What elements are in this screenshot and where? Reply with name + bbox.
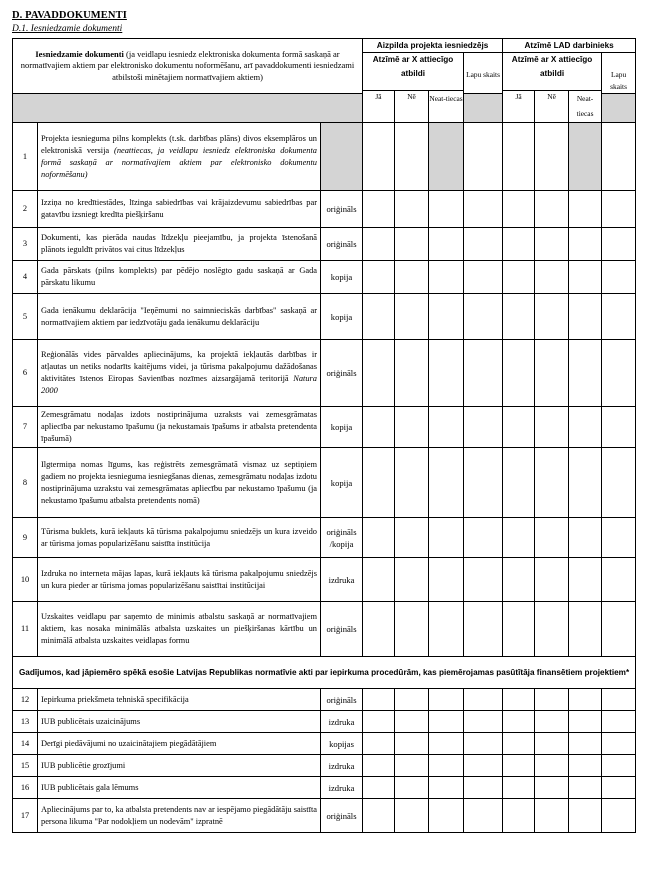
row-description-text: Gada pārskats (pilns komplekts) par pēdējo noslēgto gadu saskaņā ar Gada pārskatu likumu — [41, 266, 317, 287]
lad-no-cell[interactable] — [535, 228, 569, 261]
applicant-no-cell[interactable] — [395, 602, 429, 657]
lad-na-cell[interactable] — [569, 294, 602, 340]
applicant-na-cell[interactable] — [429, 191, 464, 228]
lad-yes-cell[interactable] — [503, 191, 535, 228]
lad-no-header: Nē — [535, 91, 569, 123]
lad-yes-cell[interactable] — [503, 777, 535, 799]
applicant-na-cell[interactable] — [429, 407, 464, 448]
applicant-yes-cell[interactable] — [363, 689, 395, 711]
row-document-type: izdruka — [321, 755, 363, 777]
table-row — [13, 733, 636, 755]
applicant-yes-cell[interactable] — [363, 711, 395, 733]
applicant-pages-cell[interactable] — [464, 689, 503, 711]
row-document-type: kopija — [321, 407, 363, 448]
row-document-type: kopija — [321, 448, 363, 518]
lad-na-cell[interactable] — [569, 689, 602, 711]
row-number: 4 — [13, 261, 38, 294]
lad-no-cell[interactable] — [535, 733, 569, 755]
applicant-no-header: Nē — [395, 91, 429, 123]
lad-mark-x-header: Atzīmē ar X attiecīgo atbildi — [503, 53, 602, 91]
lad-no-cell[interactable] — [535, 261, 569, 294]
row-document-type: oriģināls — [321, 689, 363, 711]
row-description-text: Projekta iesnieguma pilns komplekts (t.sk. darbības plāns) divos eksemplāros un elektroniskā versija — [41, 133, 317, 155]
applicant-no-cell[interactable] — [395, 518, 429, 558]
lad-pages-cell[interactable] — [602, 602, 636, 657]
row-number: 10 — [13, 558, 38, 602]
row-description — [38, 340, 321, 407]
lad-pages-cell[interactable] — [602, 228, 636, 261]
row-number: 13 — [13, 711, 38, 733]
applicant-na-cell[interactable] — [429, 777, 464, 799]
row-description — [38, 558, 321, 602]
row-document-type: oriģināls — [321, 191, 363, 228]
row-document-type: oriģināls /kopija — [321, 518, 363, 558]
lad-pages-cell[interactable] — [602, 407, 636, 448]
row-document-type: oriģināls — [321, 799, 363, 833]
table-row — [13, 228, 636, 261]
table-row — [13, 777, 636, 799]
applicant-pages-header: Lapu skaits — [464, 53, 503, 94]
lad-yes-cell[interactable] — [503, 448, 535, 518]
applicant-na-header: Neat-tiecas — [429, 91, 464, 123]
table-row — [13, 755, 636, 777]
applicant-pages-cell[interactable] — [464, 755, 503, 777]
lad-yes-cell[interactable] — [503, 294, 535, 340]
applicant-no-cell[interactable] — [395, 340, 429, 407]
row-document-type — [321, 123, 363, 191]
lad-yes-header: Jā — [503, 91, 535, 123]
lad-no-cell[interactable] — [535, 689, 569, 711]
applicant-yes-cell[interactable] — [363, 755, 395, 777]
row-description-text: Reģionālās vides pārvaldes apliecinājums, ka projektā iekļautās darbības ir atļautas un netiks nodarīts kaitējums videi, ja tūrisma pakalpojumu dažādošanas aktivitātes īstenos Eiropas Savienības nozīmes aizsargājamā teritorijā — [41, 350, 317, 383]
row-number: 6 — [13, 340, 38, 407]
lad-yes-cell[interactable] — [503, 228, 535, 261]
table-row — [13, 123, 636, 191]
row-document-type: izdruka — [321, 711, 363, 733]
applicant-pages-cell[interactable] — [464, 558, 503, 602]
procurement-note: Gadījumos, kad jāpiemēro spēkā esošie Latvijas Republikas normatīvie akti par iepirkuma procedūrām, kas piemērojamas pasūtītāja finansētiem projektiem* — [13, 657, 636, 689]
header-description-bold: Iesniedzamie dokumenti — [35, 48, 124, 59]
documents-table — [12, 38, 636, 833]
applicant-no-cell[interactable] — [395, 261, 429, 294]
row-number: 17 — [13, 799, 38, 833]
lad-yes-cell[interactable] — [503, 340, 535, 407]
row-description — [38, 294, 321, 340]
lad-na-cell[interactable] — [569, 340, 602, 407]
applicant-na-cell[interactable] — [429, 799, 464, 833]
applicant-pages-cell[interactable] — [464, 602, 503, 657]
lad-no-cell[interactable] — [535, 777, 569, 799]
lad-pages-cell[interactable] — [602, 558, 636, 602]
lad-na-cell[interactable] — [569, 261, 602, 294]
row-description — [38, 518, 321, 558]
applicant-no-cell[interactable] — [395, 777, 429, 799]
applicant-yes-cell[interactable] — [363, 123, 395, 191]
applicant-pages-cell[interactable] — [464, 123, 503, 191]
row-number: 14 — [13, 733, 38, 755]
lad-pages-cell[interactable] — [602, 733, 636, 755]
lad-yes-cell[interactable] — [503, 407, 535, 448]
applicant-no-cell[interactable] — [395, 689, 429, 711]
row-description: IUB publicētais uzaicinājums — [38, 711, 321, 733]
applicant-yes-cell[interactable] — [363, 448, 395, 518]
applicant-pages-cell[interactable] — [464, 448, 503, 518]
applicant-pages-cell[interactable] — [464, 518, 503, 558]
row-document-type: izdruka — [321, 558, 363, 602]
header-description-rest: (ja veidlapu iesniedz elektroniska dokumenta formā saskaņā ar normatīvajiem aktiem par elektronisko dokumentu noformēšanu, arī pavaddokumenti iesniedzami atbilstoši minētajiem normatīvajiem aktiem) — [20, 48, 355, 82]
row-number: 3 — [13, 228, 38, 261]
procurement-note-row — [13, 657, 636, 689]
lad-no-cell[interactable] — [535, 558, 569, 602]
applicant-yes-cell[interactable] — [363, 191, 395, 228]
lad-na-cell — [569, 123, 602, 191]
table-row — [13, 407, 636, 448]
lad-na-cell[interactable] — [569, 602, 602, 657]
applicant-na-cell[interactable] — [429, 558, 464, 602]
lad-yes-cell[interactable] — [503, 711, 535, 733]
applicant-na-cell — [429, 123, 464, 191]
row-number: 8 — [13, 448, 38, 518]
header-shaded-strip — [13, 94, 363, 123]
lad-na-cell[interactable] — [569, 777, 602, 799]
lad-yes-cell[interactable] — [503, 558, 535, 602]
row-description-text: Izdruka no interneta mājas lapas, kurā iekļauts kā tūrisma pakalpojumu sniedzējs un kura pieder ar tūrisma jomas popularizēšanu saistītai institūcijai — [41, 568, 317, 590]
applicant-pages-cell[interactable] — [464, 294, 503, 340]
applicant-yes-cell[interactable] — [363, 799, 395, 833]
lad-pages-cell[interactable] — [602, 799, 636, 833]
lad-pages-shaded — [602, 94, 636, 123]
row-description-text: Dokumenti, kas pierāda naudas līdzekļu pieejamību, ja projekta īstenošanā plānots ieguldīt privātos vai citus līdzekļus — [41, 233, 317, 254]
applicant-no-cell[interactable] — [395, 294, 429, 340]
row-description-italic: Natura 2000 — [41, 374, 317, 395]
applicant-pages-cell[interactable] — [464, 799, 503, 833]
row-number: 2 — [13, 191, 38, 228]
row-number: 12 — [13, 689, 38, 711]
row-description-text: Gada ienākumu deklarācija "Ieņēmumi no saimnieciskās darbības" saskaņā ar normatīvajiem aktiem par iedzīvotāju gada ienākumu deklarāciju — [41, 305, 317, 327]
lad-pages-cell[interactable] — [602, 448, 636, 518]
lad-na-header: Neat-tiecas — [569, 91, 602, 123]
applicant-no-cell[interactable] — [395, 733, 429, 755]
lad-na-cell[interactable] — [569, 407, 602, 448]
applicant-yes-cell[interactable] — [363, 558, 395, 602]
lad-na-cell[interactable] — [569, 558, 602, 602]
lad-no-cell[interactable] — [535, 711, 569, 733]
row-description: Iepirkuma priekšmeta tehniskā specifikācija — [38, 689, 321, 711]
applicant-no-cell[interactable] — [395, 407, 429, 448]
lad-na-cell[interactable] — [569, 518, 602, 558]
lad-yes-cell[interactable] — [503, 602, 535, 657]
applicant-yes-cell[interactable] — [363, 602, 395, 657]
table-row — [13, 191, 636, 228]
lad-no-cell[interactable] — [535, 448, 569, 518]
lad-no-cell[interactable] — [535, 340, 569, 407]
row-number: 7 — [13, 407, 38, 448]
applicant-yes-cell[interactable] — [363, 228, 395, 261]
applicant-pages-cell[interactable] — [464, 340, 503, 407]
applicant-na-cell[interactable] — [429, 448, 464, 518]
applicant-na-cell[interactable] — [429, 689, 464, 711]
row-document-type: kopijas — [321, 733, 363, 755]
header-description — [13, 39, 363, 94]
row-document-type: oriģināls — [321, 228, 363, 261]
applicant-na-cell[interactable] — [429, 294, 464, 340]
lad-no-cell[interactable] — [535, 755, 569, 777]
table-row — [13, 294, 636, 340]
row-document-type: kopija — [321, 294, 363, 340]
applicant-yes-cell[interactable] — [363, 340, 395, 407]
applicant-yes-cell[interactable] — [363, 407, 395, 448]
lad-no-cell[interactable] — [535, 407, 569, 448]
applicant-pages-cell[interactable] — [464, 191, 503, 228]
lad-pages-cell[interactable] — [602, 777, 636, 799]
lad-yes-cell[interactable] — [503, 689, 535, 711]
lad-no-cell[interactable] — [535, 799, 569, 833]
table-row — [13, 448, 636, 518]
table-row — [13, 602, 636, 657]
lad-group-header: Atzīmē LAD darbinieks — [503, 39, 636, 53]
applicant-na-cell[interactable] — [429, 602, 464, 657]
lad-na-cell[interactable] — [569, 711, 602, 733]
applicant-na-cell[interactable] — [429, 733, 464, 755]
section-title: D. PAVADDOKUMENTI — [12, 10, 127, 21]
applicant-yes-cell[interactable] — [363, 294, 395, 340]
applicant-mark-x-header: Atzīmē ar X attiecīgo atbildi — [363, 53, 464, 91]
table-row — [13, 518, 636, 558]
lad-yes-cell[interactable] — [503, 755, 535, 777]
row-document-type: kopija — [321, 261, 363, 294]
lad-yes-cell[interactable] — [503, 123, 535, 191]
row-number: 5 — [13, 294, 38, 340]
lad-na-cell[interactable] — [569, 733, 602, 755]
lad-pages-header: Lapu skaits — [602, 53, 636, 94]
lad-pages-cell[interactable] — [602, 518, 636, 558]
lad-no-cell[interactable] — [535, 518, 569, 558]
table-row — [13, 689, 636, 711]
lad-no-cell[interactable] — [535, 123, 569, 191]
applicant-na-cell[interactable] — [429, 261, 464, 294]
table-row — [13, 261, 636, 294]
row-description — [38, 407, 321, 448]
lad-no-cell[interactable] — [535, 602, 569, 657]
subsection-title: D.1. Iesniedzamie dokumenti — [12, 24, 123, 34]
applicant-yes-cell[interactable] — [363, 777, 395, 799]
lad-na-cell[interactable] — [569, 191, 602, 228]
row-description: Apliecinājums par to, ka atbalsta pretendents nav ar iespējamo piegādātāju saistīta persona likuma "Par nodokļiem un nodevām" izpratnē — [38, 799, 321, 833]
lad-pages-cell[interactable] — [602, 755, 636, 777]
applicant-pages-cell[interactable] — [464, 777, 503, 799]
lad-na-cell[interactable] — [569, 755, 602, 777]
row-number: 16 — [13, 777, 38, 799]
row-description-text: Izziņa no kredītiestādes, līzinga sabiedrības vai krājaizdevumu sabiedrības par gatavību izsniegt kredīta piešķiršanu — [41, 198, 317, 219]
applicant-na-cell[interactable] — [429, 228, 464, 261]
row-number: 1 — [13, 123, 38, 191]
table-row — [13, 558, 636, 602]
row-number: 15 — [13, 755, 38, 777]
row-document-type: izdruka — [321, 777, 363, 799]
row-description-italic: (neattiecas, ja veidlapu iesniedz elektroniska dokumenta formā saskaņā ar normatīvajiem aktiem par elektronisko dokumentu noformēšanu) — [41, 145, 317, 179]
lad-yes-cell[interactable] — [503, 799, 535, 833]
row-number: 11 — [13, 602, 38, 657]
applicant-yes-cell[interactable] — [363, 733, 395, 755]
applicant-yes-header: Jā — [363, 91, 395, 123]
applicant-no-cell[interactable] — [395, 755, 429, 777]
applicant-no-cell[interactable] — [395, 448, 429, 518]
applicant-pages-cell[interactable] — [464, 733, 503, 755]
row-description — [38, 191, 321, 228]
applicant-pages-cell[interactable] — [464, 407, 503, 448]
row-description: IUB publicētais gala lēmums — [38, 777, 321, 799]
lad-yes-cell[interactable] — [503, 261, 535, 294]
table-row — [13, 340, 636, 407]
row-document-type: oriģināls — [321, 602, 363, 657]
applicant-pages-cell[interactable] — [464, 711, 503, 733]
applicant-pages-cell[interactable] — [464, 261, 503, 294]
applicant-na-cell[interactable] — [429, 755, 464, 777]
lad-pages-cell[interactable] — [602, 711, 636, 733]
lad-na-cell[interactable] — [569, 448, 602, 518]
lad-pages-cell[interactable] — [602, 340, 636, 407]
row-description-text: Tūrisma buklets, kurā iekļauts kā tūrisma pakalpojumu sniedzējs un kura izveido ar tūrisma jomas popularizēšanu saistīta institūcija — [41, 526, 317, 548]
lad-pages-cell[interactable] — [602, 191, 636, 228]
row-description-text: Uzskaites veidlapu par saņemto de minimis atbalstu saskaņā ar normatīvajiem aktiem, kas nosaka minimālās atbalsta uzskaites un piešķiršanas kārtību un minimālā atbalsta uzskaites veidlapas formu — [41, 612, 317, 645]
row-description-text: Ilgtermiņa nomas līgums, kas reģistrēts zemesgrāmatā vismaz uz septiņiem gadiem no projekta iesnieguma iesniegšanas dienas, zemesgrāmatu nodaļas izdotu nostiprinājuma uzrakstu vai zemesgrāmatas apliecību par nekustamo īpašumu (ja nekustamo īpašumu atbalsta pretendents nomā) — [41, 459, 317, 505]
row-description — [38, 448, 321, 518]
applicant-no-cell[interactable] — [395, 799, 429, 833]
table-row — [13, 799, 636, 833]
lad-no-cell[interactable] — [535, 294, 569, 340]
applicant-no-cell[interactable] — [395, 191, 429, 228]
row-description-text: Zemesgrāmatu nodaļas izdots nostiprinājuma uzraksts vai zemesgrāmatas apliecība par nekustamo īpašumu (ja nekustamais īpašums ir atbalsta pretendenta īpašumā) — [41, 410, 317, 443]
applicant-na-cell[interactable] — [429, 711, 464, 733]
row-document-type: oriģināls — [321, 340, 363, 407]
lad-pages-cell[interactable] — [602, 123, 636, 191]
lad-na-cell[interactable] — [569, 799, 602, 833]
row-description — [38, 228, 321, 261]
row-description — [38, 261, 321, 294]
applicant-pages-shaded — [464, 94, 503, 123]
applicant-yes-cell[interactable] — [363, 261, 395, 294]
applicant-no-cell[interactable] — [395, 228, 429, 261]
lad-pages-cell[interactable] — [602, 689, 636, 711]
table-row — [13, 711, 636, 733]
lad-pages-cell[interactable] — [602, 261, 636, 294]
applicant-na-cell[interactable] — [429, 518, 464, 558]
applicant-no-cell[interactable] — [395, 558, 429, 602]
applicant-yes-cell[interactable] — [363, 518, 395, 558]
applicant-pages-cell[interactable] — [464, 228, 503, 261]
applicant-na-cell[interactable] — [429, 340, 464, 407]
lad-yes-cell[interactable] — [503, 518, 535, 558]
applicant-no-cell[interactable] — [395, 123, 429, 191]
applicant-group-header: Aizpilda projekta iesniedzējs — [363, 39, 503, 53]
row-description: Derīgi piedāvājumi no uzaicinātajiem piegādātājiem — [38, 733, 321, 755]
lad-no-cell[interactable] — [535, 191, 569, 228]
lad-yes-cell[interactable] — [503, 733, 535, 755]
lad-na-cell[interactable] — [569, 228, 602, 261]
row-number: 9 — [13, 518, 38, 558]
row-description: IUB publicētie grozījumi — [38, 755, 321, 777]
row-description — [38, 602, 321, 657]
lad-pages-cell[interactable] — [602, 294, 636, 340]
applicant-no-cell[interactable] — [395, 711, 429, 733]
row-description — [38, 123, 321, 191]
